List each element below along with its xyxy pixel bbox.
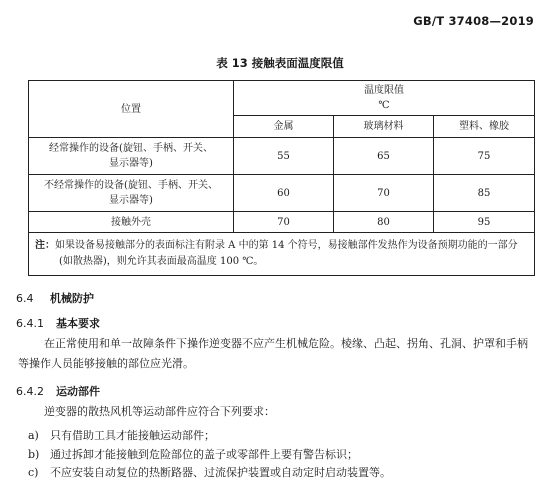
row-label-line: 显示器等) <box>109 158 153 169</box>
temperature-limit-table <box>28 80 535 276</box>
table-cell: 80 <box>334 212 434 233</box>
header-limit-title: 温度限值 <box>364 85 405 96</box>
table-row <box>29 138 535 175</box>
section-number: 6.4.2 <box>16 385 44 398</box>
header-limit-unit: ℃ <box>378 100 390 111</box>
table-cell: 70 <box>334 175 434 212</box>
note-text-line2: (如散热器)，则允许其表面最高温度 100 ℃。 <box>59 256 264 267</box>
table-row <box>29 175 535 212</box>
section-number: 6.4.1 <box>16 317 44 330</box>
table-cell: 70 <box>234 212 334 233</box>
table-cell: 65 <box>334 138 434 175</box>
table-cell: 60 <box>234 175 334 212</box>
row-label-line: 显示器等) <box>109 195 153 206</box>
list-marker: c) <box>28 466 39 479</box>
section-heading-6-4 <box>16 290 94 306</box>
table-cell: 75 <box>434 138 535 175</box>
table-cell: 95 <box>434 212 535 233</box>
list-item <box>28 427 215 443</box>
note-label: 注： <box>35 240 55 251</box>
row-label-line: 不经常操作的设备(旋钮、手柄、开关、 <box>44 180 218 191</box>
column-header: 塑料、橡胶 <box>434 116 535 138</box>
table-row <box>29 212 535 233</box>
list-text: 不应安装自动复位的热断路器、过流保护装置或自动定时启动装置等。 <box>50 466 391 479</box>
row-label-line: 经常操作的设备(旋钮、手柄、开关、 <box>49 143 213 154</box>
list-text: 只有借助工具才能接触运动部件； <box>50 429 215 442</box>
column-header: 玻璃材料 <box>334 116 434 138</box>
list-text: 通过拆卸才能接触到危险部位的盖子或零部件上要有警告标识； <box>50 448 358 461</box>
paragraph-line: 在正常使用和单一故障条件下操作逆变器不应产生机械危险。棱缘、凸起、拐角、孔洞、护罩和手柄 <box>44 337 528 350</box>
list-item <box>28 446 358 462</box>
standard-code: GB/T 37408—2019 <box>413 14 534 28</box>
section-heading-6-4-2 <box>16 383 100 399</box>
table-note <box>29 233 535 276</box>
note-text-line1: 如果设备易接触部分的表面标注有附录 A 中的第 14 个符号，易接触部件发热作为设备预期功能的一部分 <box>55 240 518 251</box>
section-title: 运动部件 <box>56 385 100 398</box>
paragraph-line: 等操作人员能够接触的部位应光滑。 <box>18 357 194 370</box>
row-label <box>29 175 234 212</box>
column-header: 金属 <box>234 116 334 138</box>
section-title: 机械防护 <box>50 292 94 305</box>
row-label <box>29 138 234 175</box>
table-cell: 85 <box>434 175 535 212</box>
list-marker: a) <box>28 429 39 442</box>
table-cell: 55 <box>234 138 334 175</box>
header-position: 位置 <box>29 81 234 138</box>
table-caption: 表 13 接触表面温度限值 <box>216 56 344 70</box>
section-number: 6.4 <box>16 292 34 305</box>
section-title: 基本要求 <box>56 317 100 330</box>
paragraph-intro: 逆变器的散热风机等运动部件应符合下列要求： <box>44 405 275 418</box>
row-label: 接触外壳 <box>29 212 234 233</box>
header-temperature-limit <box>234 81 535 116</box>
section-heading-6-4-1 <box>16 315 100 331</box>
list-marker: b) <box>28 448 40 461</box>
